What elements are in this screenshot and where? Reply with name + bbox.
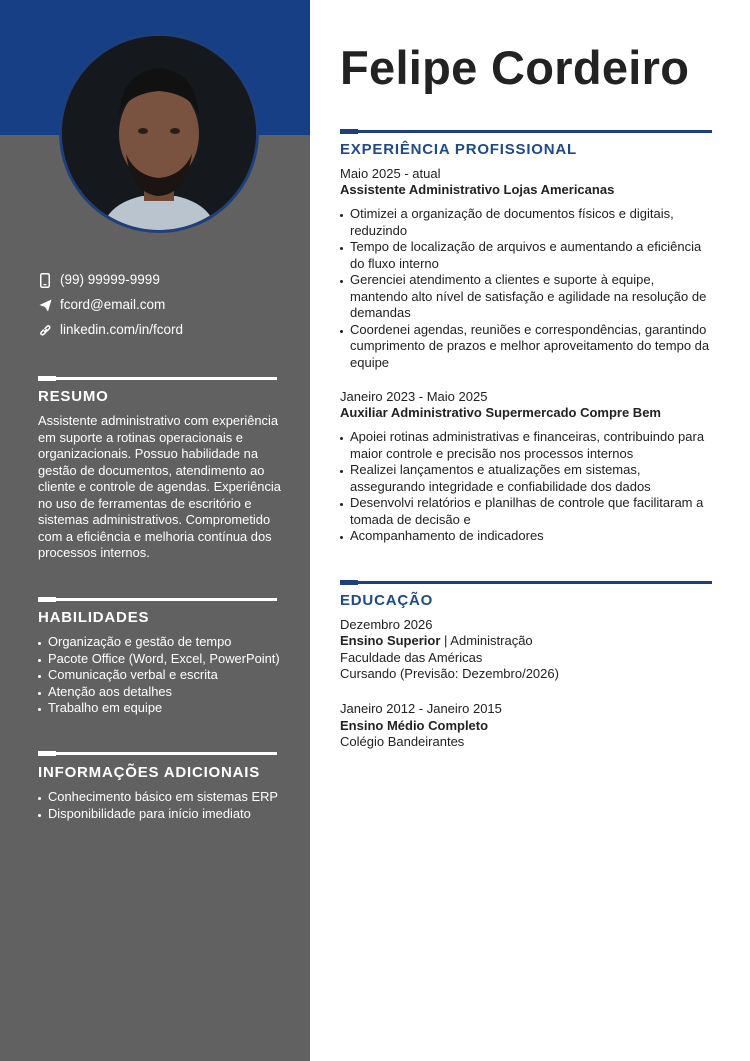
list-item: Gerenciei atendimento a clientes e suporte à equipe, mantendo alto nível de satisfação e agilidade na resolução de demandas [340,272,712,322]
additional-list [38,789,288,822]
page-title: Felipe Cordeiro [340,41,690,94]
list-item: Disponibilidade para início imediato [38,806,288,823]
education-school: Faculdade das Américas [340,650,483,665]
list-item: Pacote Office (Word, Excel, PowerPoint) [38,651,288,668]
list-item: Atenção aos detalhes [38,684,288,701]
contact-email[interactable] [38,295,298,315]
summary-divider [38,377,277,380]
education-school: Colégio Bandeirantes [340,734,465,749]
list-item: Desenvolvi relatórios e planilhas de controle que facilitaram a tomada de decisão e [340,495,712,528]
list-item: Conhecimento básico em sistemas ERP [38,789,288,806]
contact-phone[interactable] [38,270,298,290]
education-field: Administração [450,633,533,648]
skills-list [38,634,288,717]
job-title: Auxiliar Administrativo Supermercado Compre Bem [340,405,661,420]
list-item: Apoiei rotinas administrativas e financeiras, contribuindo para maior controle e precisão nos processos internos [340,429,712,462]
education-divider [340,581,712,584]
list-item: Trabalho em equipe [38,700,288,717]
job-period: Janeiro 2023 - Maio 2025 [340,389,488,404]
list-item: Otimizei a organização de documentos físicos e digitais, reduzindo [340,206,712,239]
profile-photo [59,33,259,233]
list-item: Comunicação verbal e escrita [38,667,288,684]
job-bullets [340,429,712,545]
education-status: Cursando (Previsão: Dezembro/2026) [340,666,559,681]
list-item: Realizei lançamentos e atualizações em sistemas, assegurando integridade e confiabilidade dos dados [340,462,712,495]
education-degree: Ensino Superior [340,633,441,648]
link-icon [38,322,52,338]
phone-icon [38,272,52,288]
education-degree-line [340,633,720,650]
skills-divider [38,598,277,601]
linkedin-text: linkedin.com/in/fcord [60,322,184,337]
job-period: Maio 2025 - atual [340,166,441,181]
summary-heading: RESUMO [38,388,109,405]
job-title: Assistente Administrativo Lojas Americanas [340,182,615,197]
experience-heading: EXPERIÊNCIA PROFISSIONAL [340,141,578,158]
additional-divider [38,752,277,755]
list-item: Coordenei agendas, reuniões e correspondências, garantindo cumprimento de prazos e melhor aproveitamento do tempo da equipe [340,322,712,372]
send-icon [38,297,52,313]
list-item: Organização e gestão de tempo [38,634,288,651]
education-separator: | [440,633,451,648]
phone-text: (99) 99999-9999 [60,272,160,287]
education-heading: EDUCAÇÃO [340,592,434,609]
list-item: Tempo de localização de arquivos e aumentando a eficiência do fluxo interno [340,239,712,272]
education-period: Dezembro 2026 [340,617,433,632]
summary-text: Assistente administrativo com experiência em suporte a rotinas operacionais e organizacionais. Possuo habilidade na gestão de documentos, atendimento ao cliente e controle de agendas. Experiência no uso de ferramentas de escritório e sistemas administrativos. Comprometido com a eficiência e melhoria contínua dos processos internos. [38,413,281,560]
education-period: Janeiro 2012 - Janeiro 2015 [340,701,502,716]
education-degree: Ensino Médio Completo [340,718,489,733]
additional-heading: INFORMAÇÕES ADICIONAIS [38,764,261,781]
email-text: fcord@email.com [60,297,166,312]
job-bullets [340,206,712,371]
skills-heading: HABILIDADES [38,609,150,626]
contact-linkedin[interactable] [38,320,298,340]
experience-divider [340,130,712,133]
list-item: Acompanhamento de indicadores [340,528,712,545]
